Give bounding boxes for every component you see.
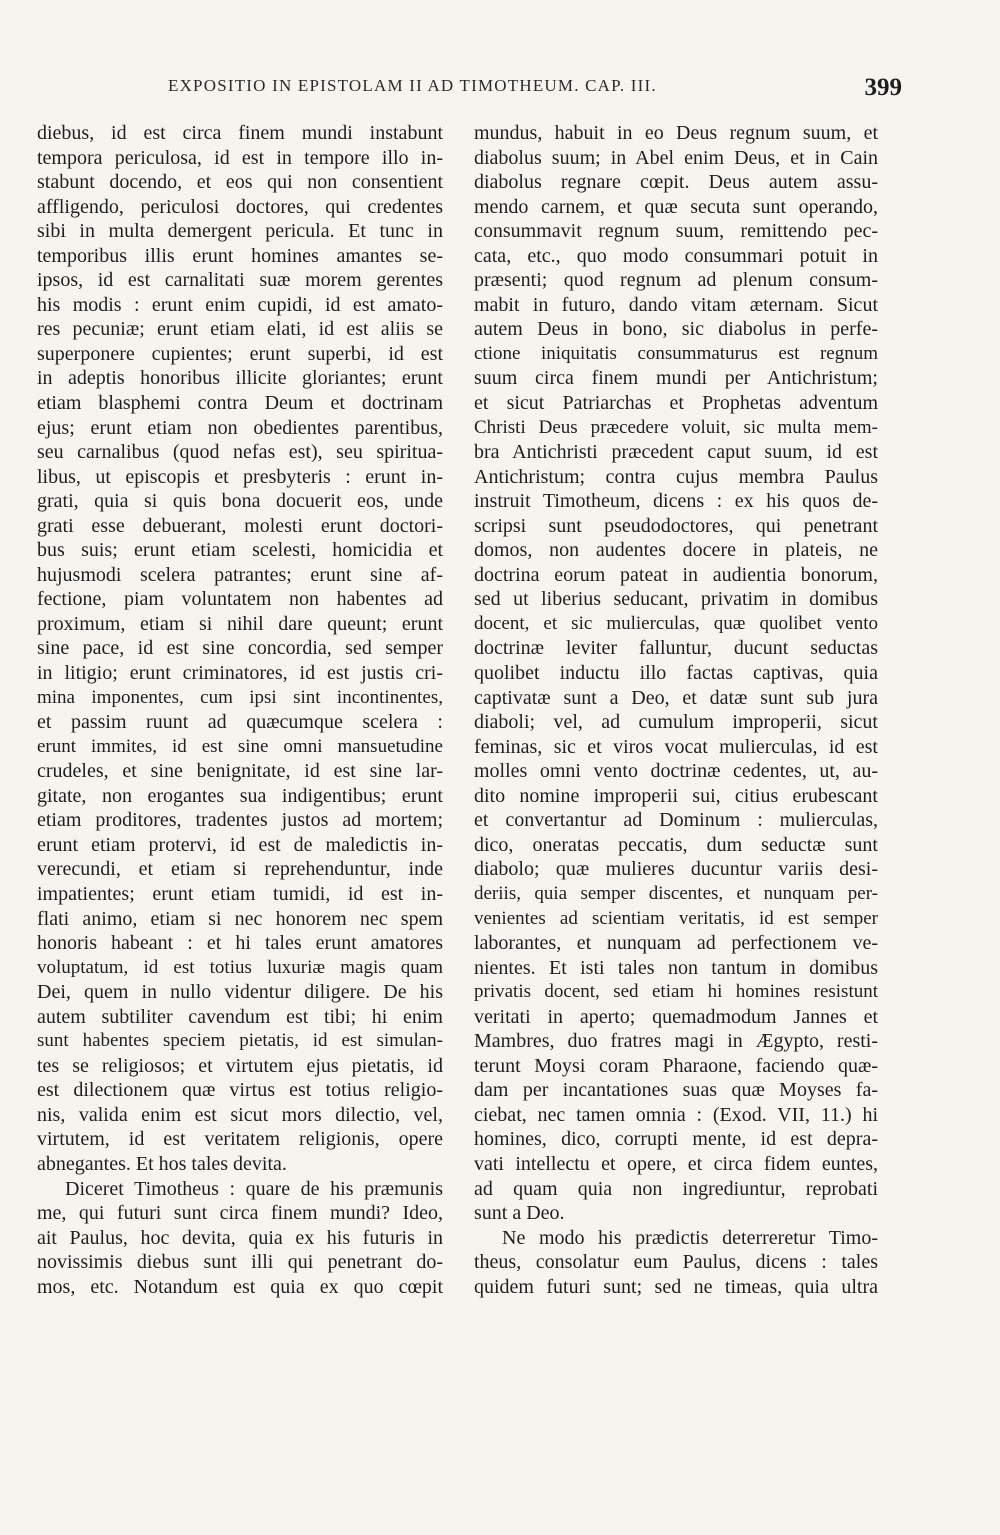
text-line: docent, et sic mulierculas, quæ quolibet vento — [474, 612, 878, 634]
text-line: libus, ut episcopis et presbyteris : erunt in- — [37, 465, 443, 488]
text-line: in adeptis honoribus illicite gloriantes; erunt — [37, 367, 443, 390]
text-line: grati, quia si quis bona docuerit eos, unde — [37, 490, 443, 513]
text-line: diabolus suum; in Abel enim Deus, et in Cain — [474, 146, 878, 169]
text-line: dam per incantationes suas quæ Moyses fa- — [474, 1079, 878, 1102]
text-line: diaboli; vel, ad cumulum improperii, sicut — [474, 711, 878, 734]
text-line: vati intellectu et opere, et circa fidem euntes, — [474, 1152, 878, 1175]
text-line: proximum, etiam si nihil dare queunt; erunt — [37, 612, 443, 635]
text-line: superponere cupientes; erunt superbi, id est — [37, 342, 443, 365]
text-line: ctione iniquitatis consummaturus est regnum — [474, 342, 878, 364]
text-line: mabit in futuro, dando vitam æternam. Sicut — [474, 293, 878, 316]
right-column — [474, 121, 878, 1299]
text-line: tempora periculosa, id est in tempore illo in- — [37, 146, 443, 169]
text-line: præsenti; quod regnum ad plenum consum- — [474, 269, 878, 292]
text-line: gitate, non erogantes sua indigentibus; erunt — [37, 784, 443, 807]
text-line: doctrina eorum pateat in audientia bonorum, — [474, 563, 878, 586]
text-line: terunt Moysi coram Pharaone, faciendo quæ- — [474, 1054, 878, 1077]
text-line: seu carnalibus (quod nefas est), seu spiritua- — [37, 441, 443, 464]
paragraph-end-line: abnegantes. Et hos tales devita. — [37, 1152, 287, 1175]
text-line: Antichristum; contra cujus membra Paulus — [474, 465, 878, 488]
text-line: in litigio; erunt criminatores, id est justis cri- — [37, 662, 443, 685]
text-line: autem Deus in bono, sic diabolus in perfe- — [474, 318, 878, 341]
text-line: veritati in aperto; quemadmodum Jannes et — [474, 1005, 878, 1028]
paragraph-start-line: Ne modo his prædictis deterreretur Timo- — [502, 1226, 878, 1249]
text-line: et sicut Patriarchas et Prophetas adventum — [474, 392, 878, 415]
text-line: suum circa finem mundi per Antichristum; — [474, 367, 878, 390]
text-line: mundus, habuit in eo Deus regnum suum, et — [474, 122, 878, 144]
text-line: dito nomine improperii sui, citius erubescant — [474, 784, 878, 807]
text-line: honoris habeant : et hi tales erunt amatores — [37, 932, 443, 955]
text-line: deriis, quia semper discentes, et nunquam per- — [474, 882, 878, 904]
text-line: quolibet inductu illo factas captivas, quia — [474, 662, 878, 685]
running-title: EXPOSITIO IN EPISTOLAM II AD TIMOTHEUM. CAP. III. — [168, 76, 657, 95]
text-line: laborantes, et nunquam ad perfectionem ve- — [474, 932, 878, 955]
text-line: quidem futuri sunt; sed ne timeas, quia ultra — [474, 1275, 878, 1298]
text-line: ad quam quia non ingrediuntur, reprobati — [474, 1177, 878, 1200]
text-line: nientes. Et isti tales non tantum in domibus — [474, 956, 878, 979]
text-line: crudeles, et sine benignitate, id est sine lar- — [37, 760, 443, 783]
text-line: sunt habentes speciem pietatis, id est simulan- — [37, 1030, 443, 1052]
text-line: sibi in multa demergent pericula. Et tunc in — [37, 220, 443, 243]
text-line: res pecuniæ; erunt etiam elati, id est aliis se — [37, 318, 443, 341]
text-line: sed ut liberius seducant, privatim in domibus — [474, 588, 878, 611]
text-line: doctrinæ leviter falluntur, ducunt seductas — [474, 637, 878, 660]
text-line: ait Paulus, hoc devita, quia ex his futuris in — [37, 1226, 443, 1249]
text-line: etiam blasphemi contra Deum et doctrinam — [37, 392, 443, 415]
text-line: venientes ad scientiam veritatis, id est semper — [474, 907, 878, 929]
text-line: Christi Deus præcedere voluit, sic multa mem- — [474, 416, 878, 438]
text-line: fectione, piam voluntatem non habentes ad — [37, 588, 443, 611]
text-line: grati esse debuerant, molesti erunt doctori- — [37, 514, 443, 537]
text-line: mendo carnem, et quæ secuta sunt operando, — [474, 195, 878, 218]
text-line: ejus; erunt etiam non obedientes parentibus, — [37, 416, 443, 439]
text-line: flati animo, etiam si nec honorem nec spem — [37, 907, 443, 930]
text-line: privatis docent, sed etiam hi homines resistunt — [474, 981, 878, 1003]
text-line: me, qui futuri sunt circa finem mundi? Ideo, — [37, 1202, 443, 1225]
text-line: impatientes; erunt etiam tumidi, id est in- — [37, 882, 443, 905]
text-line: erunt immites, id est sine omni mansuetudine — [37, 735, 443, 757]
text-line: domos, non audentes docere in plateis, ne — [474, 539, 878, 562]
paragraph-end-line: sunt a Deo. — [474, 1202, 565, 1225]
text-line: tes se religiosos; et virtutem ejus pietatis, id — [37, 1054, 443, 1077]
text-line: nis, valida enim est sicut mors dilectio, vel, — [37, 1103, 443, 1126]
text-line: diabolus regnare cœpit. Deus autem assu- — [474, 171, 878, 194]
text-line: erunt etiam protervi, id est de maledictis in- — [37, 833, 443, 856]
text-line: affligendo, periculosi doctores, qui credentes — [37, 195, 443, 218]
text-line: bra Antichristi præcedent caput suum, id est — [474, 441, 878, 464]
text-line: autem subtiliter cavendum est tibi; hi enim — [37, 1005, 443, 1028]
text-line: virtutem, id est veritatem religionis, opere — [37, 1128, 443, 1151]
text-line: Mambres, duo fratres magi in Ægypto, resti- — [474, 1030, 878, 1053]
text-line: consummavit regnum suum, remittendo pec- — [474, 220, 878, 243]
text-line: diabolo; quæ mulieres ducuntur variis desi- — [474, 858, 878, 881]
text-line: et convertantur ad Dominum : mulierculas, — [474, 809, 878, 832]
text-line: mos, etc. Notandum est quia ex quo cœpit — [37, 1275, 443, 1298]
text-line: cata, etc., quo modo consummari potuit in — [474, 244, 878, 267]
text-line: etiam proditores, tradentes justos ad mortem; — [37, 809, 443, 832]
text-line: feminas, sic et viros vocat mulierculas, id est — [474, 735, 878, 758]
text-line: bus suis; erunt etiam scelesti, homicidia et — [37, 539, 443, 562]
text-line: sine pace, id est sine concordia, sed semper — [37, 637, 443, 660]
text-line: et passim ruunt ad quæcumque scelera : — [37, 711, 443, 734]
text-line: theus, consolatur eum Paulus, dicens : tales — [474, 1251, 878, 1274]
text-line: mina imponentes, cum ipsi sint incontinentes, — [37, 686, 443, 708]
text-line: novissimis diebus sunt illi qui penetrant do- — [37, 1251, 443, 1274]
text-line: verecundi, et etiam si reprehenduntur, inde — [37, 858, 443, 881]
text-line: ciebat, nec tamen omnia : (Exod. VII, 11.) hi — [474, 1103, 878, 1126]
text-line: est dilectionem quæ virtus est totius religio- — [37, 1079, 443, 1102]
text-line: scripsi sunt pseudodoctores, qui penetrant — [474, 514, 878, 537]
left-column — [37, 121, 443, 1299]
text-line: diebus, id est circa finem mundi instabunt — [37, 122, 443, 144]
text-line: ipsos, id est carnalitati suæ morem gerentes — [37, 269, 443, 292]
page-number: 399 — [864, 74, 902, 101]
text-line: Dei, quem in nullo videntur diligere. De his — [37, 981, 443, 1004]
text-line: captivatæ sunt a Deo, et datæ sunt sub jura — [474, 686, 878, 709]
paragraph-start-line: Diceret Timotheus : quare de his præmunis — [65, 1177, 443, 1200]
text-line: dico, oneratas peccatis, dum seductæ sunt — [474, 833, 878, 856]
text-line: molles omni vento doctrinæ cedentes, ut, au- — [474, 760, 878, 783]
text-line: voluptatum, id est totius luxuriæ magis quam — [37, 956, 443, 978]
text-line: homines, dico, corrupti mente, id est depra- — [474, 1128, 878, 1151]
text-line: his modis : erunt enim cupidi, id est amato- — [37, 293, 443, 316]
text-line: hujusmodi scelera patrantes; erunt sine af- — [37, 563, 443, 586]
text-line: stabunt docendo, et eos qui non consentient — [37, 171, 443, 194]
text-line: instruit Timotheum, dicens : ex his quos de- — [474, 490, 878, 513]
text-line: temporibus illis erunt homines amantes se- — [37, 244, 443, 267]
